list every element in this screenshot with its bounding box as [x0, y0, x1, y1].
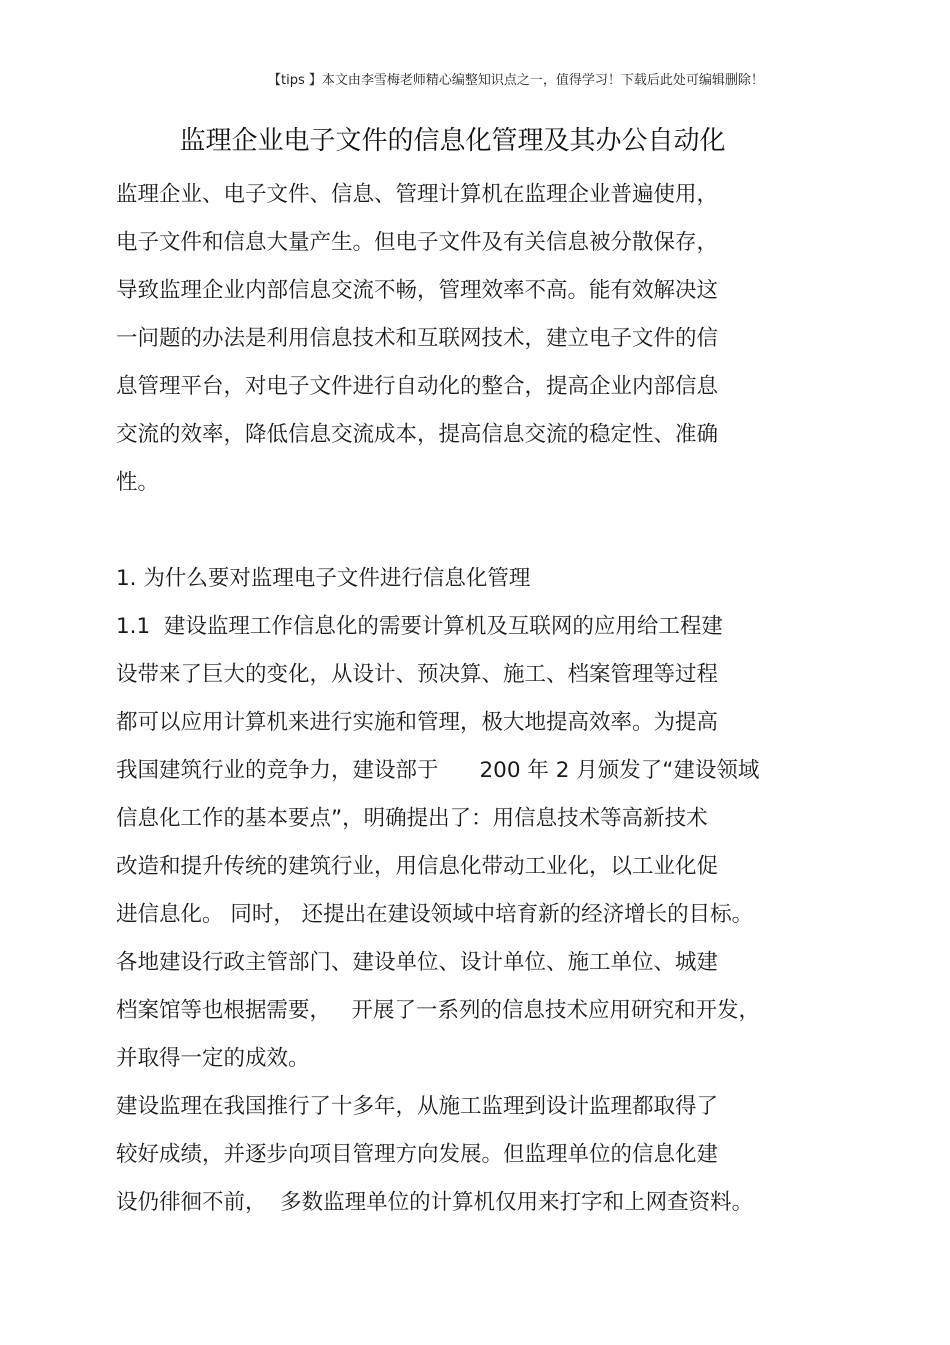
body-line: 改造和提升传统的建筑行业，用信息化带动工业化，以工业化促 — [116, 854, 719, 879]
body-line: 交流的效率，降低信息交流成本，提高信息交流的稳定性、准确 — [116, 422, 719, 447]
body-line: 性。 — [116, 470, 160, 495]
body-line: 监理企业、电子文件、信息、管理计算机在监理企业普遍使用， — [116, 182, 719, 207]
body-line: 息管理平台，对电子文件进行自动化的整合，提高企业内部信息 — [116, 374, 719, 399]
body-line: 都可以应用计算机来进行实施和管理，极大地提高效率。为提高 — [116, 710, 719, 735]
body-line: 1.1 建设监理工作信息化的需要计算机及互联网的应用给工程建 — [116, 614, 723, 639]
body-line: 并取得一定的成效。 — [116, 1046, 310, 1071]
body-line: 我国建筑行业的竞争力，建设部于 200 年 2 月颁发了“建设领域 — [116, 758, 760, 783]
body-line: 各地建设行政主管部门、建设单位、设计单位、施工单位、城建 — [116, 950, 719, 975]
body-line: 建设监理在我国推行了十多年，从施工监理到设计监理都取得了 — [116, 1094, 719, 1119]
body-line: 进信息化。 同时， 还提出在建设领域中培育新的经济增长的目标。 — [116, 902, 754, 927]
body-line: 设仍徘徊不前， 多数监理单位的计算机仅用来打字和上网查资料。 — [116, 1190, 754, 1215]
body-line: 一问题的办法是利用信息技术和互联网技术，建立电子文件的信 — [116, 326, 719, 351]
body-line: 较好成绩，并逐步向项目管理方向发展。但监理单位的信息化建 — [116, 1142, 719, 1167]
section-heading: 1. 为什么要对监理电子文件进行信息化管理 — [116, 566, 531, 591]
header-tips-note: 【tips 】本文由李雪梅老师精心编整知识点之一，值得学习！下载后此处可编辑删除！ — [268, 73, 764, 88]
body-line: 电子文件和信息大量产生。但电子文件及有关信息被分散保存， — [116, 230, 719, 255]
body-line: 设带来了巨大的变化，从设计、预决算、施工、档案管理等过程 — [116, 662, 719, 687]
body-line: 导致监理企业内部信息交流不畅，管理效率不高。能有效解决这 — [116, 278, 719, 303]
body-line: 信息化工作的基本要点”，明确提出了：用信息技术等高新技术 — [116, 806, 708, 831]
body-line: 档案馆等也根据需要， 开展了一系列的信息技术应用研究和开发， — [116, 998, 761, 1023]
document-title: 监理企业电子文件的信息化管理及其办公自动化 — [179, 126, 726, 156]
